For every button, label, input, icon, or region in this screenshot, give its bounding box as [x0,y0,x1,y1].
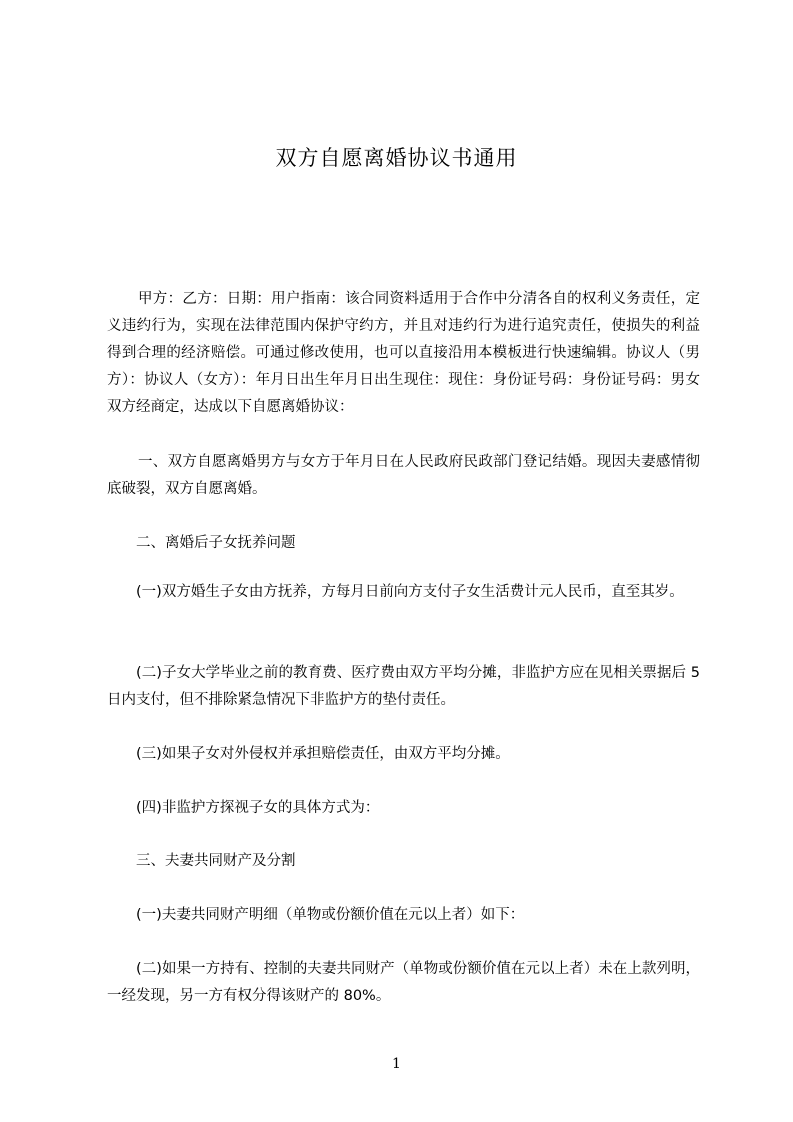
section-3-item-1: (一)夫妻共同财产明细（单物或份额价值在元以上者）如下： [136,907,525,923]
section-2-item-2: (二)子女大学毕业之前的教育费、医疗费由双方平均分摊，非监护方应在见相关票据后 5 日内支付，但不排除紧急情况下非监护方的垫付责任。 [107,665,700,708]
document-title: 双方自愿离婚协议书通用 [275,146,518,170]
section-2-item-4: (四)非监护方探视子女的具体方式为： [136,800,380,816]
section-3-heading: 三、夫妻共同财产及分割 [136,853,296,869]
intro-paragraph: 甲方：乙方：日期：用户指南：该合同资料适用于合作中分清各自的权利义务责任，定义违约行为，实现在法律范围内保护守约方，并且对违约行为进行追究责任，使损失的利益得到合理的经济赔偿。可通过修改使用，也可以直接沿用本模板进行快速编辑。协议人（男方）：协议人（女方）：年月日出生年月日出生现住：现住：身份证号码：身份证号码：男女双方经商定，达成以下自愿离婚协议： [107,291,700,415]
section-1-paragraph: 一、双方自愿离婚男方与女方于年月日在人民政府民政部门登记结婚。现因夫妻感情彻底破裂，双方自愿离婚。 [107,454,700,497]
section-2-heading: 二、离婚后子女抚养问题 [136,535,296,551]
section-3-item-2: (二)如果一方持有、控制的夫妻共同财产（单物或份额价值在元以上者）未在上款列明，一经发现，另一方有权分得该财产的 80%。 [107,961,700,1004]
section-2-item-1: (一)双方婚生子女由方抚养，方每月日前向方支付子女生活费计元人民币，直至其岁。 [136,584,684,600]
section-2-item-3: (三)如果子女对外侵权并承担赔偿责任，由双方平均分摊。 [136,746,510,762]
page-number: 1 [392,1056,401,1072]
